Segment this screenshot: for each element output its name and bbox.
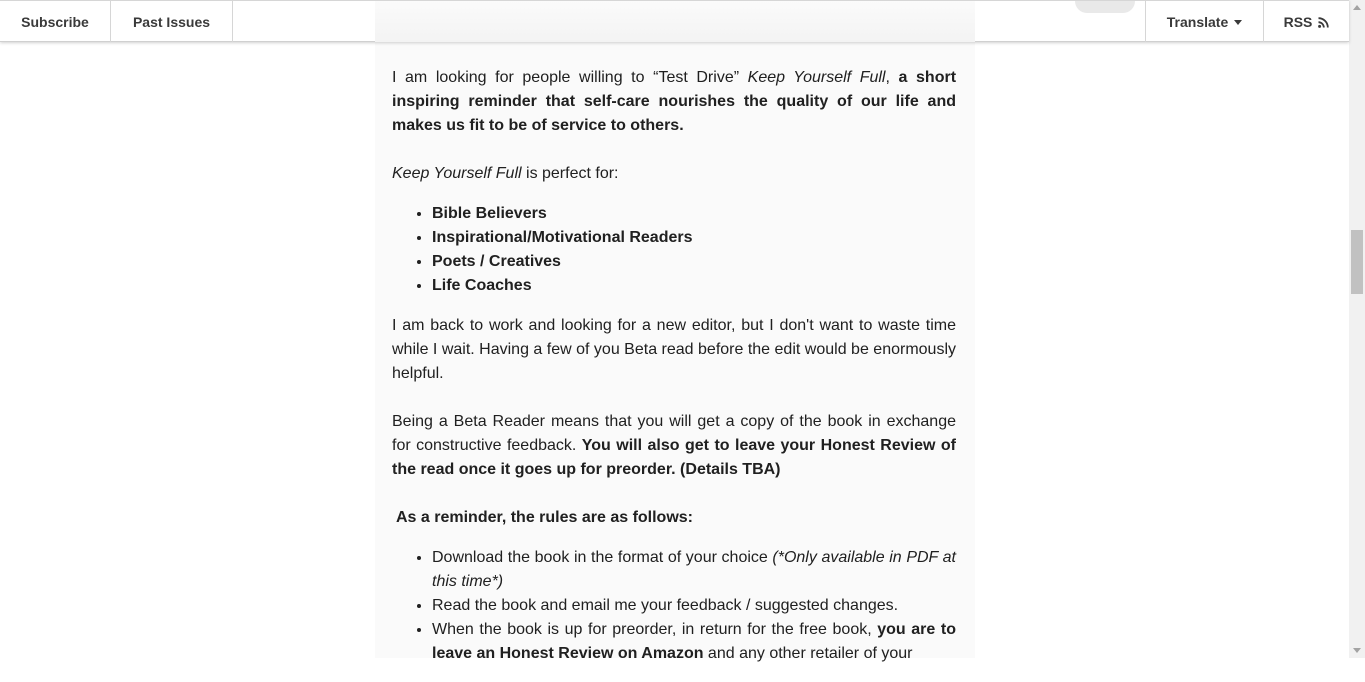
translate-label: Translate [1166,14,1229,30]
audience-intro: Keep Yourself Full is perfect for: [392,165,619,182]
header-background [375,1,975,42]
past-issues-button[interactable]: Past Issues [111,1,233,42]
rss-icon [1318,17,1329,28]
list-item: • Life Coaches [432,274,956,298]
list-item: • Inspirational/Motivational Readers [432,226,956,250]
scroll-down-icon[interactable] [1353,648,1361,653]
rules-list [392,546,956,666]
list-item: • When the book is up for preorder, in return for the free book, you are to leave an Honest Review on Amazon and any other retailer of your [432,618,956,666]
list-item: • Read the book and email me your feedback / suggested changes. [432,594,956,618]
subscribe-button[interactable]: Subscribe [0,1,111,42]
book-title: Keep Yourself Full [392,165,522,182]
book-title: Keep Yourself Full [747,69,886,86]
beta-reader-paragraph: Being a Beta Reader means that you will get a copy of the book in exchange for constructive feedback. You will also get to leave your Honest Review of the read once it goes up for preorder. (Details TBA) [392,413,956,478]
audience-list [392,202,956,298]
caret-down-icon [1234,20,1242,25]
list-item: • Poets / Creatives [432,250,956,274]
rules-heading: As a reminder, the rules are as follows: [396,509,693,526]
header-decoration [1075,1,1135,13]
list-item: • Download the book in the format of your choice (*Only available in PDF at this time*) [432,546,956,594]
vertical-scrollbar[interactable] [1349,0,1365,658]
rss-label: RSS [1283,14,1313,30]
intro-paragraph: I am looking for people willing to “Test Drive” Keep Yourself Full, a short inspiring reminder that self-care nourishes the quality of our life and makes us fit to be of service to others. [392,69,957,134]
book-description: a short inspiring reminder that self-care nourishes the quality of our life and makes us fit to be of service to others. [392,69,957,134]
list-item: • Bible Believers [432,202,956,226]
editor-paragraph: I am back to work and looking for a new editor, but I don't want to waste time while I wait. Having a few of you Beta read before the edit would be enormously helpful. [392,317,956,382]
article-content [392,66,956,682]
rss-button[interactable] [1264,1,1349,42]
translate-button[interactable] [1145,1,1264,42]
scrollbar-thumb[interactable] [1351,230,1363,294]
top-navigation-bar [0,0,1349,42]
scroll-up-icon[interactable] [1353,5,1361,10]
